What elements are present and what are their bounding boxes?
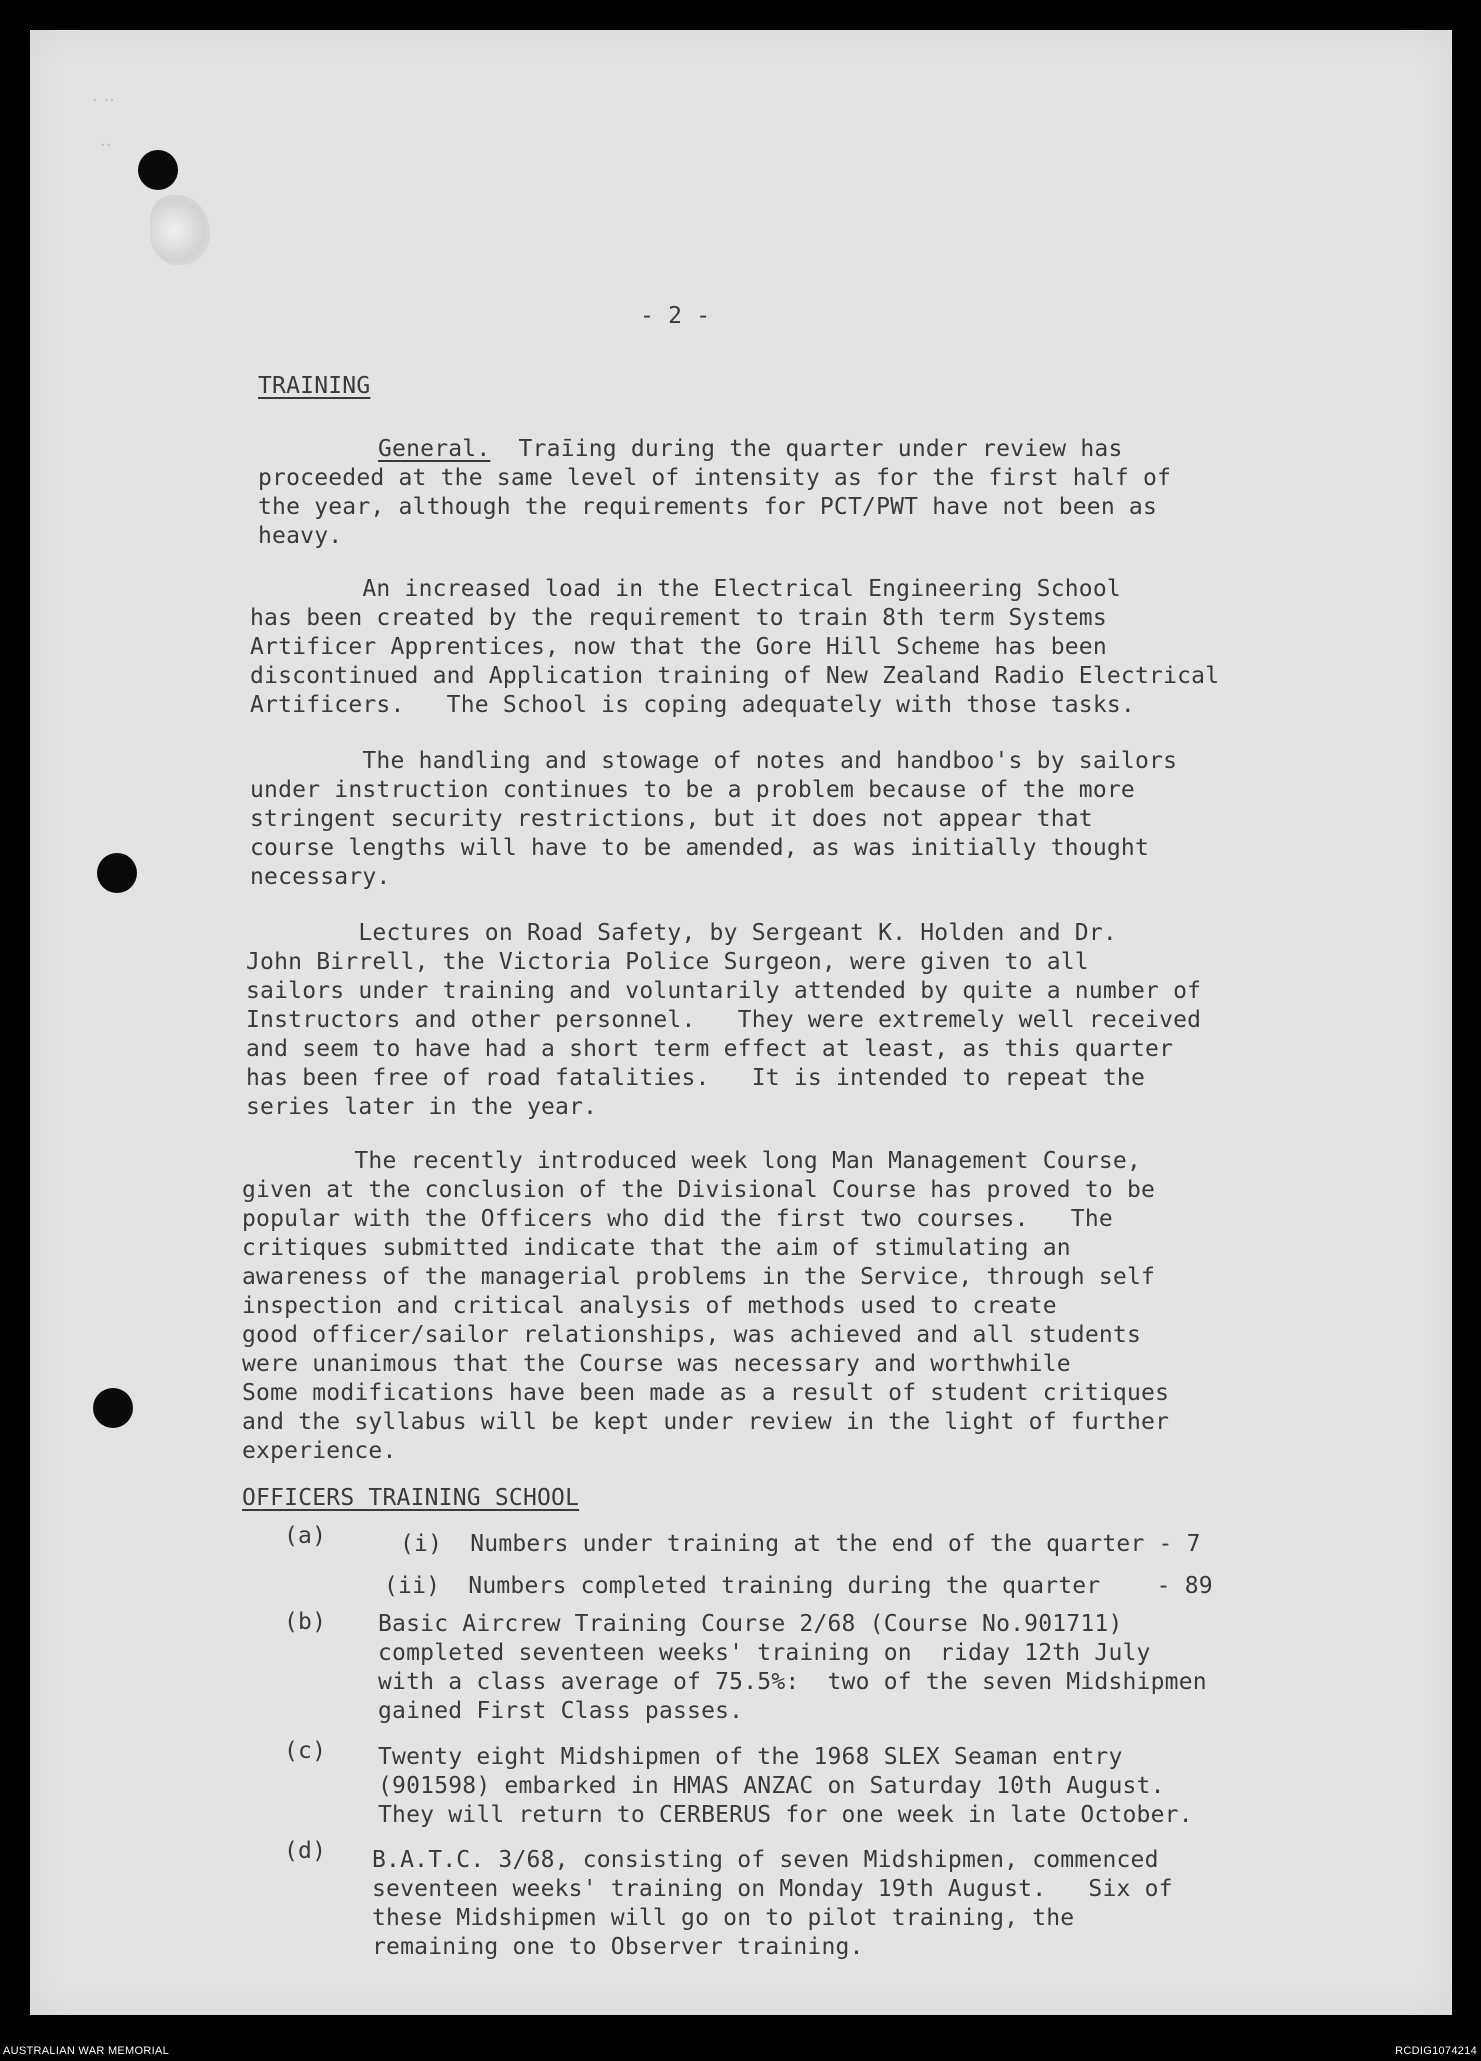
general-paragraph-rest: proceeded at the same level of intensity as for the first half of the year, although the requirements for PCT/PWT have not been as heavy. (258, 465, 1172, 549)
ots-item-a-label: (a) (284, 1523, 327, 1549)
punch-hole-icon (93, 1388, 133, 1428)
training-general-paragraph (258, 435, 1123, 464)
ots-heading: OFFICERS TRAINING SCHOOL (242, 1485, 580, 1511)
electrical-school-text: An increased load in the Electrical Engineering School has been created by the requirement to train 8th term Systems Artificer Apprentices, now that the Gore Hill Scheme has been discontinued and Application training of New Zealand Radio Electrical Artificers. The School is coping adequately with those tasks. (250, 576, 1220, 718)
punch-hole-icon (97, 853, 137, 893)
man-management-paragraph (242, 1147, 1169, 1466)
road-safety-text: Lectures on Road Safety, by Sergeant K. Holden and Dr. John Birrell, the Victoria Police Surgeon, were given to all sailors under training and voluntarily attended by quite a number of Instructors and other personnel. They were extremely well received and seem to have had a short term effect at least, as this quarter has been free of road fatalities. It is intended to repeat the series later in the year. (246, 920, 1202, 1120)
ots-item-a-i: (i) Numbers under training at the end of the quarter - 7 (400, 1531, 1201, 1557)
ots-item-d-text: B.A.T.C. 3/68, consisting of seven Midshipmen, commenced seventeen weeks' training on Monday 19th August. Six of these Midshipmen will go on to pilot training, the remaining one to Observer training. (372, 1847, 1173, 1960)
punch-hole-icon (138, 150, 178, 190)
ots-item-c-text: Twenty eight Midshipmen of the 1968 SLEX Seaman entry (901598) embarked in HMAS ANZAC on Saturday 10th August. They will return to CERBERUS for one week in late October. (378, 1744, 1193, 1828)
page-number: - 2 - (640, 303, 711, 329)
handling-paragraph (250, 747, 1177, 892)
road-safety-paragraph (246, 919, 1201, 1122)
electrical-school-paragraph (250, 575, 1219, 720)
training-heading: TRAINING (258, 373, 371, 399)
staple-mark-icon: ⋅⋅ (100, 135, 112, 156)
general-first-line: Traīing during the quarter under review has (518, 436, 1123, 462)
ots-item-d-label: (d) (284, 1838, 327, 1864)
ots-item-b-label: (b) (284, 1609, 327, 1635)
ots-item-c-label: (c) (284, 1738, 327, 1764)
man-management-text: The recently introduced week long Man Management Course, given at the conclusion of the Divisional Course has proved to be popular with the Officers who did the first two courses. The critiques submitted indicate that the aim of stimulating an awareness of the managerial problems in the Service, through self inspection and critical analysis of methods used to create good officer/sailor relationships, was achieved and all students were unanimous that the Course was necessary and worthwhile Some modifications have been made as a result of student critiques and the syllabus will be kept under review in the light of further experience. (242, 1148, 1170, 1464)
ots-item-a-ii: (ii) Numbers completed training during the quarter - 89 (384, 1573, 1213, 1599)
paper-tear-icon (150, 195, 210, 265)
footer-archive-name: AUSTRALIAN WAR MEMORIAL (3, 2045, 170, 2057)
handling-text: The handling and stowage of notes and handboo's by sailors under instruction continues to be a problem because of the more stringent security restrictions, but it does not appear that course lengths will have to be amended, as was initially thought necessary. (250, 748, 1178, 890)
general-label: General. (378, 436, 491, 462)
staple-mark-icon: ⋅ ⋅⋅ (92, 90, 115, 111)
footer-record-id: RCDIG1074214 (1395, 2045, 1477, 2057)
ots-item-b-text: Basic Aircrew Training Course 2/68 (Course No.901711) completed seventeen weeks' training on riday 12th July with a class average of 75.5%: two of the seven Midshipmen gained First Class passes. (378, 1611, 1207, 1724)
